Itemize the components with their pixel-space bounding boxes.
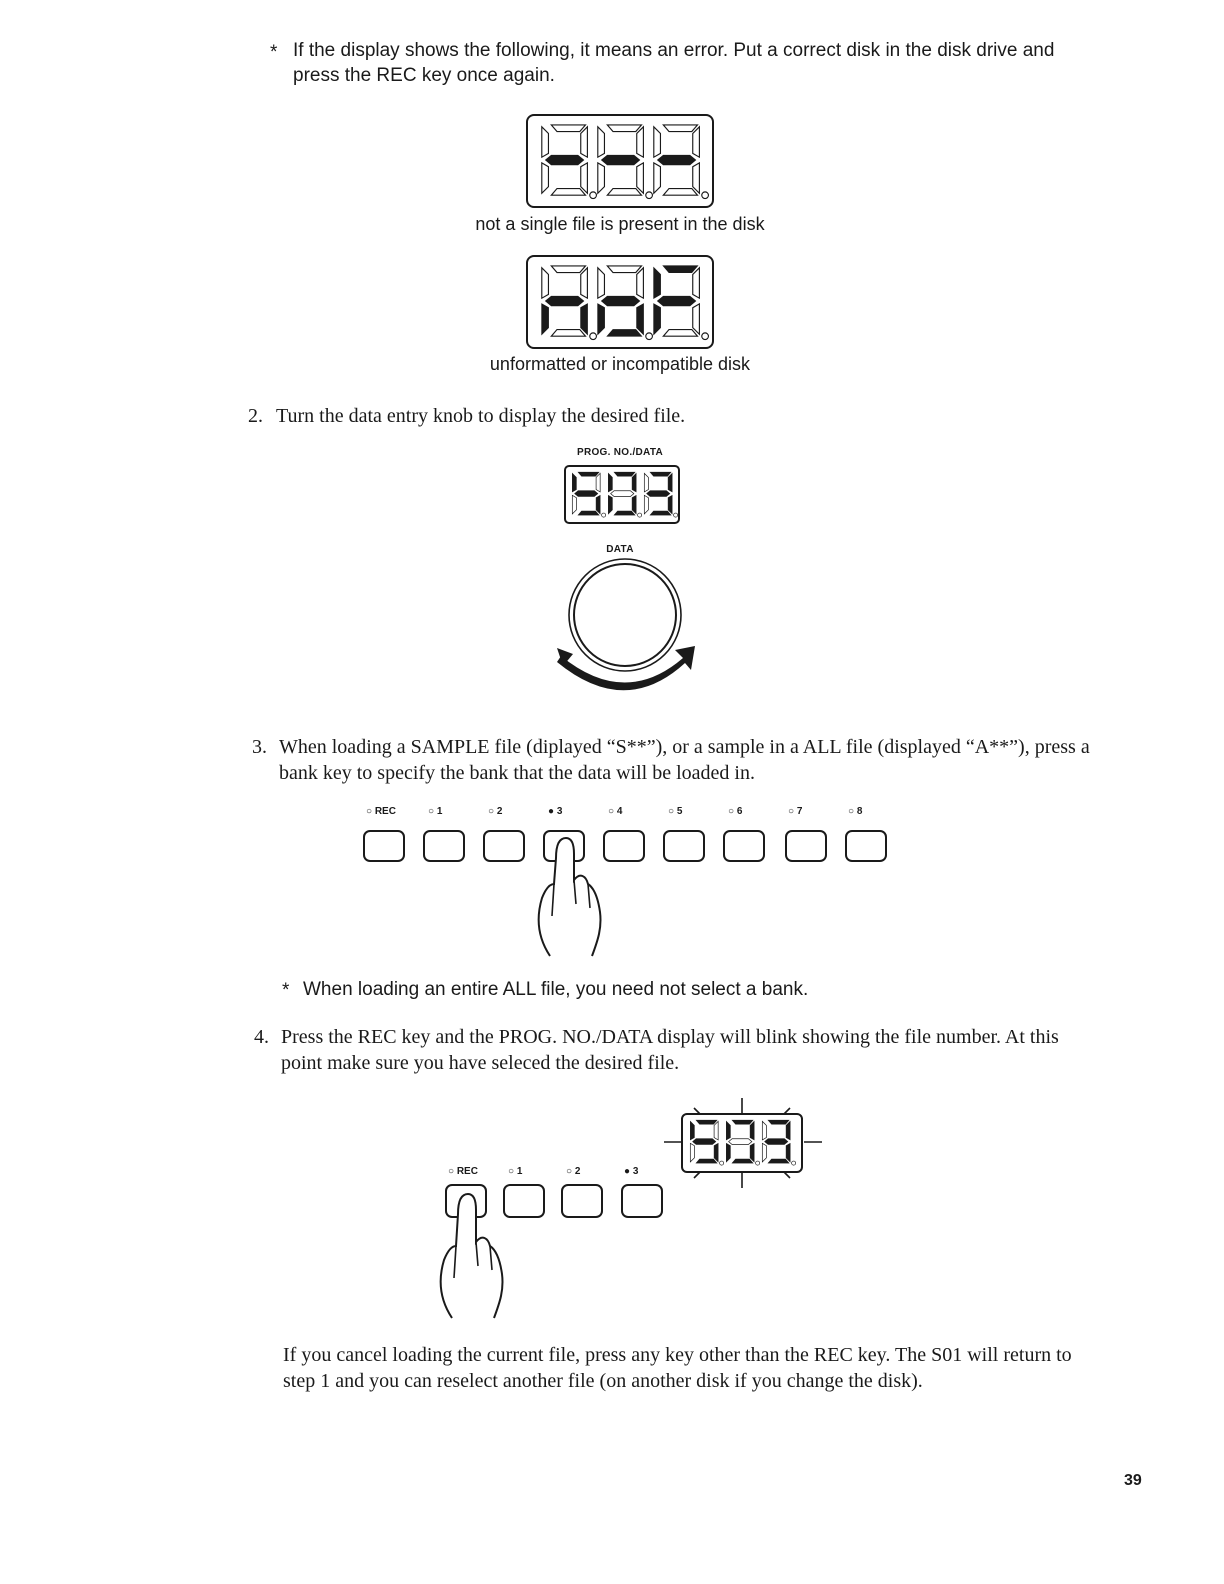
bank-key-label: ○ REC — [366, 806, 396, 817]
step3-number: 3. — [252, 736, 267, 758]
error-display-unformatted — [526, 254, 716, 350]
step2-text: Turn the data entry knob to display the desired file. — [276, 405, 686, 427]
bank-key-label: ○ 7 — [788, 806, 803, 817]
bank-key-2[interactable] — [484, 831, 524, 861]
data-knob-label: DATA — [606, 544, 634, 555]
segment-g — [575, 491, 598, 497]
bank-key-2[interactable] — [562, 1185, 602, 1217]
bank-key-label: ○ 8 — [848, 806, 863, 817]
bank-key-label: ○ REC — [448, 1166, 478, 1177]
bank-key-label: ○ 4 — [608, 806, 623, 817]
bank-led-icon: ○ — [566, 1166, 573, 1177]
bank-key-rec[interactable] — [364, 831, 404, 861]
bank-key-6[interactable] — [724, 831, 764, 861]
segment-g — [658, 155, 696, 165]
segment-d — [768, 1159, 789, 1163]
bank-key-7[interactable] — [786, 831, 826, 861]
segment-g — [658, 296, 696, 306]
segment-g — [546, 296, 584, 306]
error-note-bullet: * — [270, 42, 278, 63]
error-caption-unformatted: unformatted or incompatible disk — [489, 354, 751, 374]
segment-a — [768, 1120, 789, 1124]
segment-d — [732, 1159, 753, 1163]
step3-note: When loading an entire ALL file, you need not select a bank. — [303, 979, 809, 1000]
step4-key-buttons — [444, 1182, 684, 1332]
segment-d — [650, 511, 671, 515]
bank-led-icon: ● — [548, 806, 555, 817]
bank-key-label: ○ 2 — [566, 1166, 581, 1177]
segment-a — [732, 1120, 753, 1124]
segment-g — [693, 1139, 716, 1145]
bank-key-label: ● 3 — [548, 806, 563, 817]
bank-key-1[interactable] — [424, 831, 464, 861]
page-number: 39 — [1124, 1472, 1142, 1489]
prog-no-data-display — [564, 465, 680, 525]
bank-led-icon: ○ — [488, 806, 495, 817]
segment-a — [614, 472, 635, 476]
segment-d — [696, 1159, 717, 1163]
error-note-text: If the display shows the following, it means an error. Put a correct disk in the disk drive and press the REC key once again. — [293, 40, 1055, 86]
bank-led-icon: ○ — [668, 806, 675, 817]
bank-key-label: ○ 5 — [668, 806, 683, 817]
step3-text: When loading a SAMPLE file (diplayed “S**”), or a sample in a ALL file (displayed “A**”), press a bank key to specify the bank that the data will be loaded in. — [279, 736, 1090, 784]
segment-g — [546, 155, 584, 165]
segment-g — [602, 155, 640, 165]
segment-a — [696, 1120, 717, 1124]
step3-note-bullet: * — [282, 980, 290, 1001]
segment-a — [578, 472, 599, 476]
prog-no-data-label: PROG. NO./DATA — [576, 447, 664, 458]
bank-key-label: ● 3 — [624, 1166, 639, 1177]
segment-d — [578, 511, 599, 515]
segment-a — [663, 266, 697, 273]
blinking-display — [664, 1092, 824, 1192]
bank-key-1[interactable] — [504, 1185, 544, 1217]
bank-key-buttons — [362, 828, 902, 978]
bank-key-label: ○ 6 — [728, 806, 743, 817]
cancel-text: If you cancel loading the current file, press any key other than the REC key. The S01 will return to step 1 and you can reselect another file (on another disk if you change the disk). — [283, 1344, 1072, 1392]
bank-led-icon: ○ — [608, 806, 615, 817]
bank-led-icon: ○ — [788, 806, 795, 817]
bank-key-label: ○ 2 — [488, 806, 503, 817]
segment-d — [607, 330, 641, 337]
step4-number: 4. — [254, 1026, 269, 1048]
bank-key-label: ○ 1 — [428, 806, 443, 817]
segment-a — [650, 472, 671, 476]
bank-led-icon: ○ — [428, 806, 435, 817]
segment-g — [602, 296, 640, 306]
segment-g — [647, 491, 670, 497]
error-display-no-file — [526, 113, 716, 209]
bank-led-icon: ● — [624, 1166, 631, 1177]
step2-number: 2. — [248, 405, 263, 427]
bank-led-icon: ○ — [728, 806, 735, 817]
segment-g — [765, 1139, 788, 1145]
error-caption-no-file: not a single file is present in the disk — [475, 214, 765, 234]
bank-key-4[interactable] — [604, 831, 644, 861]
bank-led-icon: ○ — [508, 1166, 515, 1177]
bank-key-5[interactable] — [664, 831, 704, 861]
step4-text: Press the REC key and the PROG. NO./DATA display will blink showing the file number. At this point make sure you have seleced the desired file. — [281, 1026, 1059, 1074]
bank-key-8[interactable] — [846, 831, 886, 861]
bank-led-icon: ○ — [366, 806, 373, 817]
data-entry-knob[interactable] — [545, 558, 705, 708]
bank-key-label: ○ 1 — [508, 1166, 523, 1177]
bank-led-icon: ○ — [448, 1166, 455, 1177]
bank-led-icon: ○ — [848, 806, 855, 817]
bank-key-3[interactable] — [622, 1185, 662, 1217]
segment-d — [614, 511, 635, 515]
